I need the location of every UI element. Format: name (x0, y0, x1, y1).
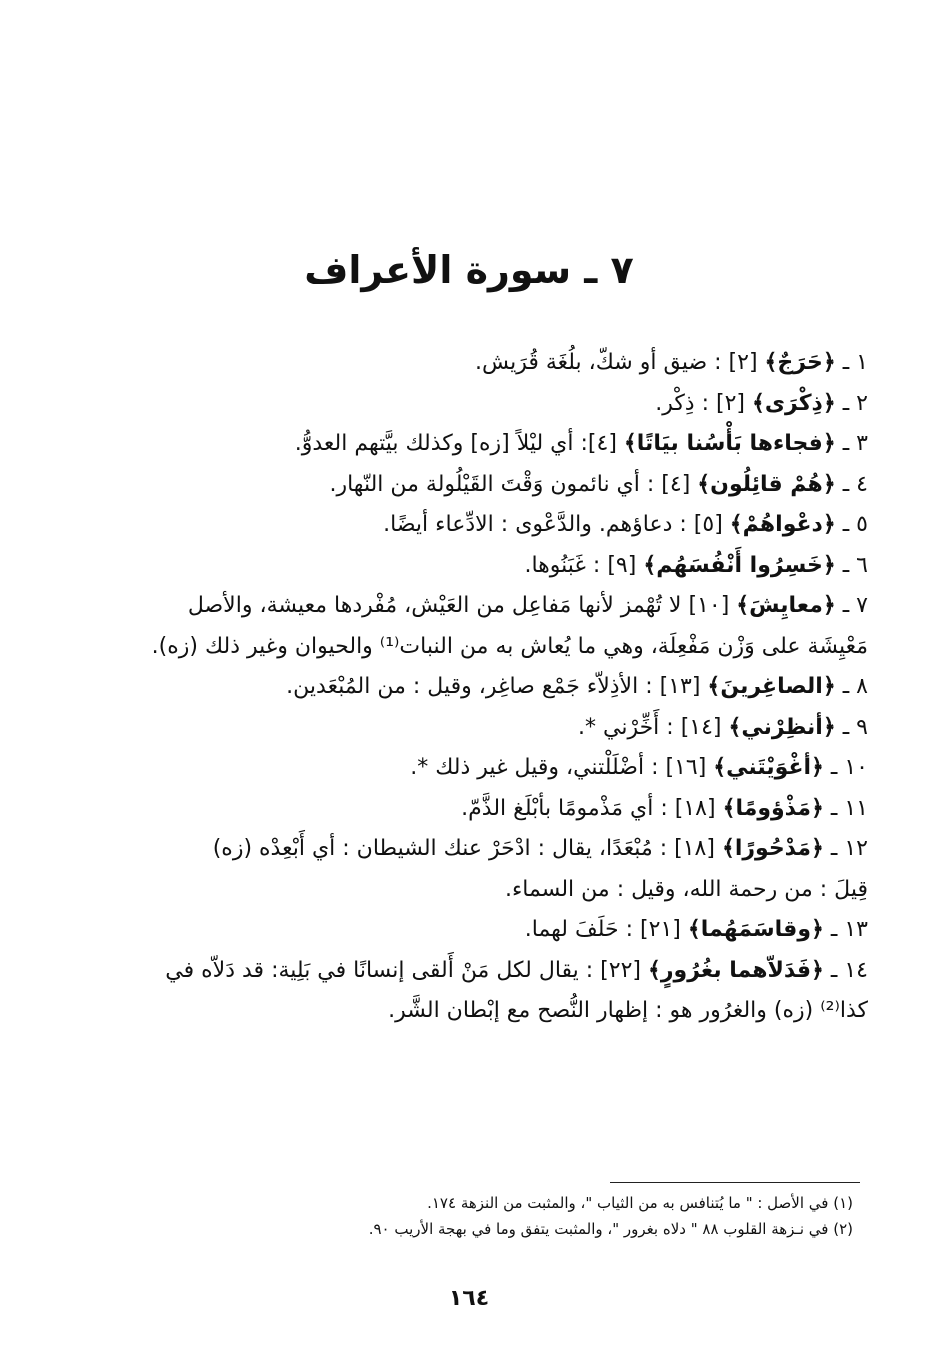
entry-continuation: مَعْيِشَة على وَزْن مَفْعِلَة، وهي ما يُعاش به من النبات⁽¹⁾ والحيوان وغير ذلك (زه). (151, 633, 868, 659)
entry-definition: [٢] : ضيق أو شكّ، بلُغَة قُرَيش. (475, 350, 765, 375)
entry-definition: [٩] : غَبَنُوها. (524, 552, 644, 578)
page-number: ١٦٤ (448, 1286, 490, 1311)
entry-number: ٩ ـ (842, 714, 868, 740)
entry-term: ﴿الصاغِرينَ﴾ (707, 674, 836, 699)
glossary-entry (68, 951, 868, 1032)
entry-definition: [٢] : ذِكْر. (655, 390, 752, 416)
entry-term: ﴿دعْواهُمْ﴾ (729, 512, 836, 537)
entry-number: ١١ ـ (830, 795, 868, 821)
footnote-divider (610, 1182, 860, 1183)
glossary-entry (68, 910, 868, 951)
entry-number: ١ ـ (842, 350, 868, 375)
entry-number: ١٢ ـ (830, 836, 868, 861)
glossary-entry (68, 546, 868, 587)
entry-definition: [٥] : دعاؤهم. والدَّعْوى : الادِّعاء أيضًا. (383, 512, 730, 537)
entry-number: ٨ ـ (842, 674, 868, 699)
glossary-entry (68, 384, 868, 425)
entry-definition: [١٨] : أي مَذْمومًا بأبْلَغ الذَّمّ. (461, 795, 723, 821)
glossary-entry (68, 829, 868, 910)
entry-number: ١٠ ـ (830, 755, 868, 780)
entry-number: ١٣ ـ (830, 917, 868, 942)
footnote: (١) في الأصل : " ما يُتنافس به من الثياب "، والمثبت من النزهة ١٧٤. (427, 1194, 853, 1212)
entry-term: ﴿هُمْ قائِلُون﴾ (697, 471, 836, 497)
entry-definition: [٤] : أي نائمون وَقْتَ القَيْلُولة من النّهار. (329, 471, 698, 497)
entry-term: ﴿فَدَلاّهما بغُرُورٍ﴾ (648, 957, 824, 983)
entry-definition: [٤]: أي ليْلاً [زه] وكذلك بيَّتهم العدوُّ. (294, 431, 624, 456)
chapter-title: ٧ ـ سورة الأعراف (304, 248, 634, 292)
glossary-entry (68, 424, 868, 465)
entry-number: ٦ ـ (842, 552, 868, 578)
glossary-entries (68, 343, 868, 1032)
glossary-entry (68, 465, 868, 506)
entry-term: ﴿معايِشَ﴾ (736, 593, 836, 618)
entry-term: ﴿خَسِرُوا أَنْفُسَهُم﴾ (643, 552, 836, 578)
entry-definition: [١٤] : أَخِّرْني *. (578, 714, 729, 740)
entry-term: ﴿حَرَجٌ﴾ (764, 350, 836, 375)
entry-number: ١٤ ـ (830, 957, 868, 983)
glossary-entry (68, 505, 868, 546)
entry-number: ٧ ـ (842, 593, 868, 618)
glossary-entry (68, 708, 868, 749)
entry-number: ٤ ـ (842, 471, 868, 497)
entry-continuation: قِيلَ : من رحمة الله، وقيل : من السماء. (504, 876, 868, 902)
glossary-entry (68, 789, 868, 830)
footnote: (٢) في نـزهة القلوب ٨٨ " دلاه بغرور "، والمثبت يتفق وما في بهجة الأريب ٩٠. (368, 1220, 853, 1238)
glossary-entry (68, 343, 868, 384)
entry-definition: [١٦] : أضْلَلْتني، وقيل غير ذلك *. (410, 755, 714, 780)
glossary-entry (68, 748, 868, 789)
entry-number: ٢ ـ (842, 390, 868, 416)
glossary-entry (68, 667, 868, 708)
entry-term: ﴿فجاءها بَأْسُنا بيَاتًا﴾ (623, 431, 836, 456)
entry-term: ﴿مَدْحُورًا﴾ (721, 836, 824, 861)
entry-continuation: كذا⁽²⁾ (زه) والغرُور هو : إظهار النُّصح مع إبْطان الشَّر. (388, 998, 868, 1023)
entry-definition: [٢٢] : يقال لكل مَنْ أَلقى إنسانًا في بَلِية: قد دَلاّه في (165, 957, 648, 983)
glossary-entry (68, 586, 868, 667)
entry-definition: [١٠] لا تُهْمز لأنها مَفاعِل من العَيْش، مُفْردها معيشة، والأصل (187, 593, 737, 618)
entry-term: ﴿ذِكْرَى﴾ (752, 390, 836, 416)
entry-definition: [٢١] : حَلَفَ لهما. (524, 917, 688, 942)
entry-term: ﴿وقاسَمَهُما﴾ (687, 917, 824, 942)
entry-term: ﴿مَذْؤومًا﴾ (722, 795, 824, 821)
footnotes (73, 1190, 853, 1242)
entry-term: ﴿أغْوَيْتَني﴾ (713, 755, 824, 780)
entry-definition: [١٣] : الأذِلاّء جَمْع صاغِر، وقيل : من المُبْعَدين. (286, 674, 708, 699)
entry-number: ٥ ـ (842, 512, 868, 537)
entry-term: ﴿أنظِرْني﴾ (728, 714, 836, 740)
entry-definition: [١٨] : مُبْعَدًا، يقال : ادْحَرْ عنك الشيطان : أي أَبْعِدْه (زه) (212, 836, 722, 861)
entry-number: ٣ ـ (842, 431, 868, 456)
